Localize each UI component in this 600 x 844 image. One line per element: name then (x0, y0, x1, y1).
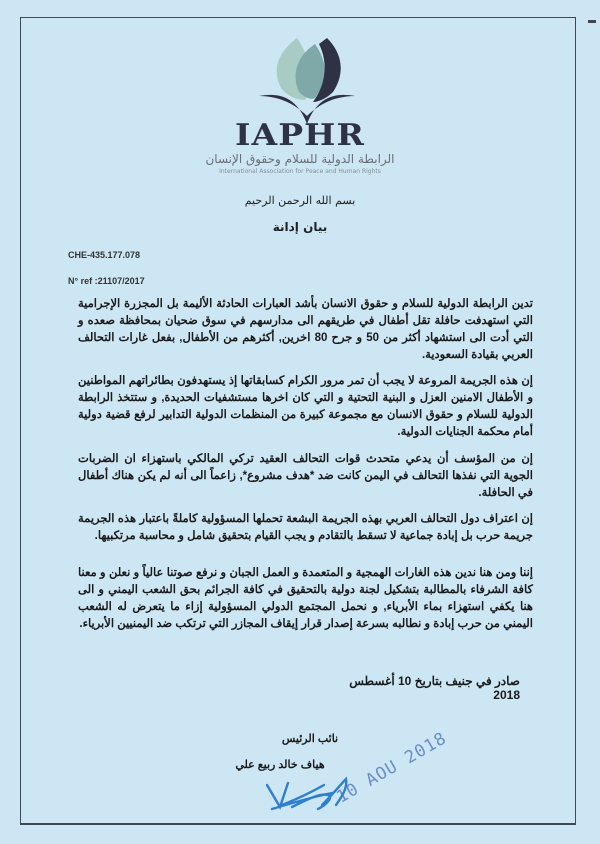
leaf-emblem-icon (257, 34, 357, 124)
paragraph-5: إننا ومن هنا ندين هذه الغارات الهمجية و المتعمدة و العمل الجبان و نرفع صوتنا عالياً و نعلن و معنا كافة الشرفاء بالمطالبة بتشكيل لجنة دولية بالتحقيق في كافة الجرائم بحق الشعب اليمني و الى هنا يكفي استهزاء بماء الأبرياء, و نحمل المجتمع الدولي المسؤولية إزاء ما يتعرض له الشعب اليمني من حرب إبادة و نطالبه بسرعة إصدار قرار إيقاف المجازر التي ترتكب ضد اليمنيين الأبرياء. (78, 567, 533, 630)
signatory-name: هياف خالد ربيع علي (235, 759, 325, 771)
paragraph-3: إن من المؤسف أن يدعي متحدث قوات التحالف العقيد تركي المالكي باستهزاء ان الضربات الجوية التي نفذها التحالف في اليمن كانت ضد *هدف مشروع*, زاعماً الى أنه لم يكن هناك أطفال في الحافلة. (78, 453, 533, 499)
signatory-title: نائب الرئيس (281, 733, 339, 745)
corner-mark (588, 20, 596, 23)
paragraph-4: إن اعتراف دول التحالف العربي بهذه الجريمة البشعة تحملها المسؤولية كاملةً باعتبار هذه الجريمة جريمة حرب بل إبادة جماعية لا تسقط بالتقادم و يجب القيام بتحقيق شامل و محاسبة مرتكبيها. (78, 513, 533, 542)
issued-date-line: صادر في جنيف بتاريخ 10 أغسطس 2018 (349, 674, 520, 702)
document-title: بيان إدانة (272, 220, 328, 234)
logo-acronym: IAPHR (235, 118, 365, 153)
reference-number: N° ref :21107/2017 (68, 276, 145, 286)
handwritten-signature-icon (262, 775, 372, 815)
paragraph-2: إن هذه الجريمة المروعة لا يجب أن تمر مرور الكرام كسابقاتها إذ يستهدفون بطائراتهم المواطنين و الأطفال الامنين العزل و البنية التحتية و التي كان اخرها مستشفيات الحديدة, و ستتخذ الرابطة الدولية للسلام و حقوق الانسان مع مجموعة كبيرة من المنظمات الدولية التدابير لرفع قضية دولية أمام محكمة الجنايات الدولية. (78, 375, 533, 438)
org-name-english: International Association for Peace and Human Rights (219, 168, 381, 175)
date-stamp: 10 AOU 2018 (333, 728, 451, 808)
registry-number: CHE-435.177.078 (68, 250, 141, 260)
org-name-arabic: الرابطة الدولية للسلام وحقوق الإنسان (205, 152, 395, 166)
paragraph-1: تدين الرابطة الدولية للسلام و حقوق الانسان بأشد العبارات الحادثة الأليمة بل المجزرة الإجرامية التي استهدفت حافلة تقل أطفال في طريقهم الى مدارسهم في سوق ضحيان بمحافظة صعده و التي أدت الى استشهاد أكثر من 50 و جرح 80 اخرين, أكثرهم من الأطفال, بفعل غارات التحالف العربي بقيادة السعودية. (78, 298, 533, 361)
basmala: بسم الله الرحمن الرحيم (244, 194, 356, 207)
